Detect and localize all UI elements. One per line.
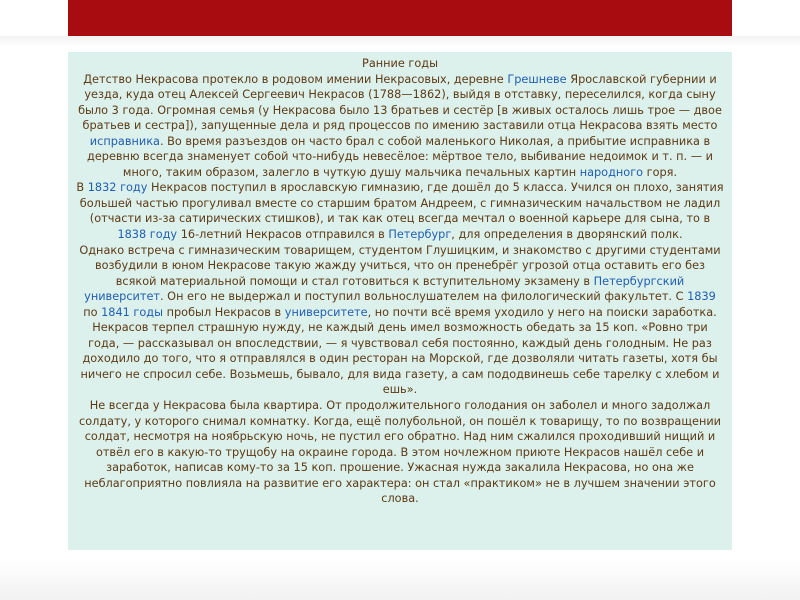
article-text-box bbox=[68, 52, 732, 550]
title-bar bbox=[68, 0, 732, 36]
paragraph-text: В bbox=[76, 181, 88, 195]
link-1841[interactable]: 1841 годы bbox=[101, 305, 164, 319]
paragraph-text: Однако встреча с гимназическим товарищем, студентом Глушицким, и знакомство с другими студентами возбудили в юном Некрасове такую жажду учиться, что он пренебрёг угрозой отца оставить его без всякой материальной помощи и стал готовиться к вступительному экзамену в bbox=[79, 243, 721, 288]
article-body bbox=[68, 52, 732, 507]
paragraph-text: горя. bbox=[643, 165, 678, 179]
link-greshnevo[interactable]: Грешневе bbox=[507, 72, 567, 86]
paragraph-text: , для определения в дворянский полк. bbox=[451, 228, 683, 242]
paragraph-text: по bbox=[83, 305, 102, 319]
link-university[interactable]: университете bbox=[284, 305, 368, 319]
paragraph-university bbox=[76, 243, 724, 398]
link-narodnyi[interactable]: народного bbox=[579, 165, 644, 179]
slide-bottom-shadow bbox=[0, 560, 800, 600]
link-1838[interactable]: 1838 году bbox=[117, 228, 178, 242]
slide-top-shadow bbox=[0, 36, 800, 46]
link-1839[interactable]: 1839 bbox=[687, 290, 716, 304]
paragraph-text: Детство Некрасова протекло в родовом имении Некрасовых, деревне bbox=[83, 72, 508, 86]
paragraph-gymnasium bbox=[76, 180, 724, 242]
paragraph-text: , но почти всё время уходило у него на поиски заработка. Некрасов терпел страшную нужду, не каждый день имел возможность обедать за 15 коп. «Ровно три года, — рассказывал он впоследствии, — я чувствовал себя постоянно, каждый день голодным. Не раз доходило до того, что я отправлялся в один ресторан на Морской, где дозволяли читать газеты, хотя бы ничего не спросил себе. Возьмешь, бывало, для вида газету, а сам пододвинешь себе тарелку с хлебом и ешь». bbox=[80, 305, 720, 397]
paragraph-hardship: Не всегда у Некрасова была квартира. От продолжительного голодания он заболел и много задолжал солдату, у которого снимал комнатку. Когда, ещё полубольной, он пошёл к товарищу, то по возвращении солдат, несмотря на ноябрьскую ночь, не пустил его обратно. Над ним сжалился проходивший нищий и отвёл его в какую-то трущобу на окраине города. В этом ночлежном приюте Некрасов нашёл себе и заработок, написав кому-то за 15 коп. прошение. Ужасная нужда закалила Некрасова, но она же неблагоприятно повлияла на развитие его характера: он стал «практиком» не в лучшем значении этого слова. bbox=[78, 399, 722, 506]
link-petersburg-university[interactable]: Петербургский университет bbox=[84, 274, 685, 304]
link-petersburg[interactable]: Петербург bbox=[388, 228, 452, 242]
section-heading: Ранние годы bbox=[362, 57, 438, 70]
paragraph-text: Некрасов поступил в ярославскую гимназию, где дошёл до 5 класса. Учился он плохо, занятия большей частью прогуливал вместе со старшим братом Андреем, с гимназическим начальством не ладил (отчасти из-за сатирических стишков), и так как отец всегда мечтал о военной карьере для сына, то в bbox=[79, 181, 724, 226]
paragraph-text: пробыл Некрасов в bbox=[163, 305, 285, 319]
paragraph-text: . Он его не выдержал и поступил вольнослушателем на филологический факультет. С bbox=[160, 290, 688, 304]
paragraph-text: . Во время разъездов он часто брал с собой маленького Николая, а прибытие исправника в деревню всегда знаменует собой что-нибудь невесёлое: мёртвое тело, выбивание недоимок и т. п. — и много, таким образом, залегло в чуткую душу мальчика печальных картин bbox=[87, 134, 713, 179]
paragraph-text: 16-летний Некрасов отправился в bbox=[177, 228, 389, 242]
paragraph-text: Ярославской губернии и уезда, куда отец Алексей Сергеевич Некрасов (1788—1862), выйдя в отставку, переселился, когда сыну было 3 года. Огромная семья (у Некрасова было 13 братьев и сестёр [в живых осталось лишь трое — двое братьев и сестра]), запущенные дела и ряд процессов по имению заставили отца Некрасова взять место bbox=[78, 72, 722, 133]
link-ispravnik[interactable]: исправника bbox=[89, 134, 160, 148]
link-1832[interactable]: 1832 году bbox=[87, 181, 148, 195]
paragraph-early-childhood bbox=[76, 72, 724, 181]
